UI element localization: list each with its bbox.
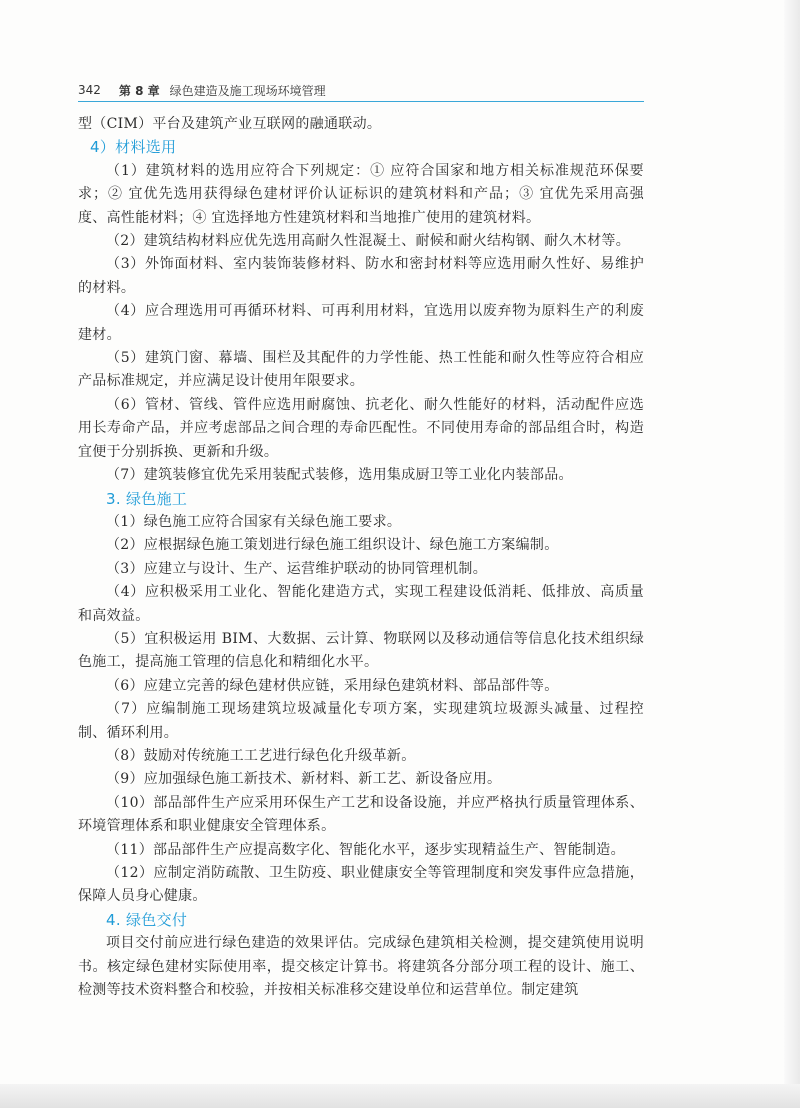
materials-item-1: （1）建筑材料的选用应符合下列规定：① 应符合国家和地方相关标准规范环保要求；② 宜优先选用获得绿色建材评价认证标识的建筑材料和产品；③ 宜优先采用高强度、高性能材料；④ 宜选择地方性建筑材料和当地推广使用的建筑材料。 xyxy=(78,162,644,226)
construction-item-3: （3）应建立与设计、生产、运营维护联动的协同管理机制。 xyxy=(106,560,488,577)
materials-item-2: （2）建筑结构材料应优先选用高耐久性混凝土、耐候和耐火结构钢、耐久木材等。 xyxy=(106,233,631,250)
construction-item-8: （8）鼓励对传统施工工艺进行绿色化升级革新。 xyxy=(106,747,416,764)
materials-item-3: （3）外饰面材料、室内装饰装修材料、防水和密封材料等应选用耐久性好、易维护的材料。 xyxy=(78,256,644,296)
heading-materials: 4）材料选用 xyxy=(90,138,177,157)
construction-item-12: （12）应制定消防疏散、卫生防疫、职业健康安全等管理制度和突发事件应急措施，保障人员身心健康。 xyxy=(78,865,644,905)
chapter-title: 绿色建造及施工现场环境管理 xyxy=(169,83,326,98)
delivery-paragraph: 项目交付前应进行绿色建造的效果评估。完成绿色建筑相关检测，提交建筑使用说明书。核定绿色建材实际使用率，提交核定计算书。将建筑各分部分项工程的设计、施工、检测等技术资料整合和校验，并按相关标准移交建设单位和运营单位。制定建筑 xyxy=(78,935,644,999)
construction-item-9: （9）应加强绿色施工新技术、新材料、新工艺、新设备应用。 xyxy=(106,771,502,788)
heading-green-construction: 3. 绿色施工 xyxy=(106,489,188,508)
materials-item-7: （7）建筑装修宜优先采用装配式装修，选用集成厨卫等工业化内装部品。 xyxy=(106,467,573,484)
running-header xyxy=(78,80,644,100)
intro-paragraph: 型（CIM）平台及建筑产业互联网的融通联动。 xyxy=(78,116,382,132)
heading-green-delivery: 4. 绿色交付 xyxy=(106,910,188,929)
materials-item-6: （6）管材、管线、管件应选用耐腐蚀、抗老化、耐久性能好的材料，活动配件应选用长寿命产品，并应考虑部品之间合理的寿命匹配性。不同使用寿命的部品组合时，构造宜便于分别拆换、更新和升级。 xyxy=(78,396,644,460)
construction-item-1: （1）绿色施工应符合国家有关绿色施工要求。 xyxy=(106,513,402,530)
construction-item-7: （7）应编制施工现场建筑垃圾减量化专项方案，实现建筑垃圾源头减量、过程控制、循环利用。 xyxy=(78,701,644,741)
construction-item-2: （2）应根据绿色施工策划进行绿色施工组织设计、绿色施工方案编制。 xyxy=(106,537,559,554)
header-divider xyxy=(78,101,644,102)
chapter-label: 第 8 章 xyxy=(118,83,160,98)
body-text xyxy=(78,113,644,1002)
construction-item-10: （10）部品部件生产应采用环保生产工艺和设备设施，并应严格执行质量管理体系、环境管理体系和职业健康安全管理体系。 xyxy=(78,794,644,835)
construction-item-4: （4）应积极采用工业化、智能化建造方式，实现工程建设低消耗、低排放、高质量和高效益。 xyxy=(78,584,644,624)
scan-edge-right xyxy=(784,0,800,1108)
construction-item-11: （11）部品部件生产应提高数字化、智能化水平，逐步实现精益生产、智能制造。 xyxy=(106,841,625,858)
materials-item-5: （5）建筑门窗、幕墙、围栏及其配件的力学性能、热工性能和耐久性等应符合相应产品标准规定，并应满足设计使用年限要求。 xyxy=(78,350,644,390)
construction-item-6: （6）应建立完善的绿色建材供应链，采用绿色建筑材料、部品部件等。 xyxy=(106,677,559,694)
materials-item-4: （4）应合理选用可再循环材料、可再利用材料，宜选用以废弃物为原料生产的利废建材。 xyxy=(78,303,644,343)
page-number: 342 xyxy=(78,83,101,97)
construction-item-5: （5）宜积极运用 BIM、大数据、云计算、物联网以及移动通信等信息化技术组织绿色施工，提高施工管理的信息化和精细化水平。 xyxy=(78,630,644,671)
scan-edge-bottom xyxy=(0,1084,800,1108)
